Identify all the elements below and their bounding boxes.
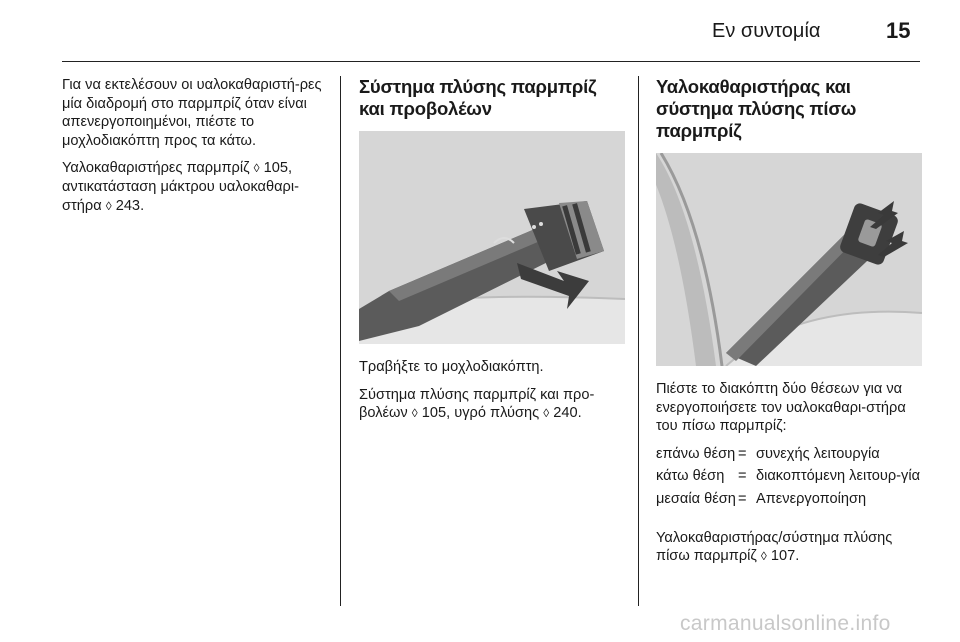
- column-divider-1: [340, 76, 341, 606]
- equals-sign: =: [738, 445, 747, 462]
- page-ref-link[interactable]: 105: [263, 160, 288, 177]
- col3-paragraph-2: Υαλοκαθαριστήρας/σύστημα πλύσης πίσω παρμπρίζ ◊ 107.: [656, 529, 893, 565]
- column-divider-2: [638, 76, 639, 606]
- position-term: επάνω θέση: [656, 445, 736, 462]
- column-3: [656, 76, 924, 575]
- section-heading-rear-wiper: Υαλοκαθαριστήρας και σύστημα πλύσης πίσω παρμπρίζ: [656, 76, 857, 141]
- table-row: [656, 490, 924, 513]
- page-ref-link[interactable]: 105: [421, 405, 447, 422]
- col1-paragraph-1: Για να εκτελέσουν οι υαλοκαθαριστή-ρες μία διαδρομή στο παρμπρίζ όταν είναι απενεργοποιημένοι, πιέστε το μοχλοδιακόπτη προς τα κάτω.: [62, 77, 322, 149]
- rear-wiper-switch-icon: [656, 153, 922, 366]
- watermark: carmanualsonline.info: [680, 612, 891, 635]
- equals-sign: =: [738, 490, 747, 507]
- position-definition: Απενεργοποίηση: [756, 490, 867, 507]
- table-row: [656, 445, 924, 468]
- page-header-title: Εν συντομία: [712, 20, 821, 42]
- page-ref-icon: ◊: [411, 406, 418, 421]
- col2-paragraph-2: Σύστημα πλύσης παρμπρίζ και προ-βολέων ◊ 105, υγρό πλύσης ◊ 240.: [359, 386, 595, 422]
- table-row: [656, 467, 924, 490]
- col2-paragraph-1: Τραβήξτε το μοχλοδιακόπτη.: [359, 359, 544, 375]
- section-heading-washer: Σύστημα πλύσης παρμπρίζ και προβολέων: [359, 76, 597, 119]
- washer-lever-illustration: [359, 131, 625, 344]
- equals-sign: =: [738, 468, 747, 485]
- col3-paragraph-1: Πιέστε το διακόπτη δύο θέσεων για να ενεργοποιήσετε τον υαλοκαθαρι-στήρα του πίσω παρμπρίζ:: [656, 381, 906, 435]
- column-2: [359, 76, 624, 432]
- position-term: μεσαία θέση: [656, 490, 736, 507]
- position-definition: συνεχής λειτουργία: [756, 445, 880, 462]
- wiper-lever-pull-icon: [359, 131, 625, 344]
- position-term: κάτω θέση: [656, 468, 725, 485]
- page-ref-icon: ◊: [543, 406, 550, 421]
- column-1: [62, 76, 332, 224]
- page-ref-link[interactable]: 240: [553, 405, 578, 422]
- switch-positions-table: [656, 445, 924, 513]
- page-ref-icon: ◊: [253, 161, 260, 176]
- position-definition: διακοπτόμενη λειτουρ-γία: [756, 468, 921, 485]
- page-ref-icon: ◊: [105, 198, 112, 213]
- rear-wiper-switch-illustration: [656, 153, 922, 366]
- page-ref-link[interactable]: 243: [115, 197, 141, 214]
- page-ref-link[interactable]: 107: [770, 548, 796, 565]
- col1-paragraph-2: Υαλοκαθαριστήρες παρμπρίζ ◊ 105, αντικατάσταση μάκτρου υαλοκαθαρι-στήρα ◊ 243.: [62, 160, 299, 214]
- page-ref-icon: ◊: [760, 549, 767, 564]
- header-rule: [62, 61, 920, 62]
- page-number: 15: [886, 18, 911, 43]
